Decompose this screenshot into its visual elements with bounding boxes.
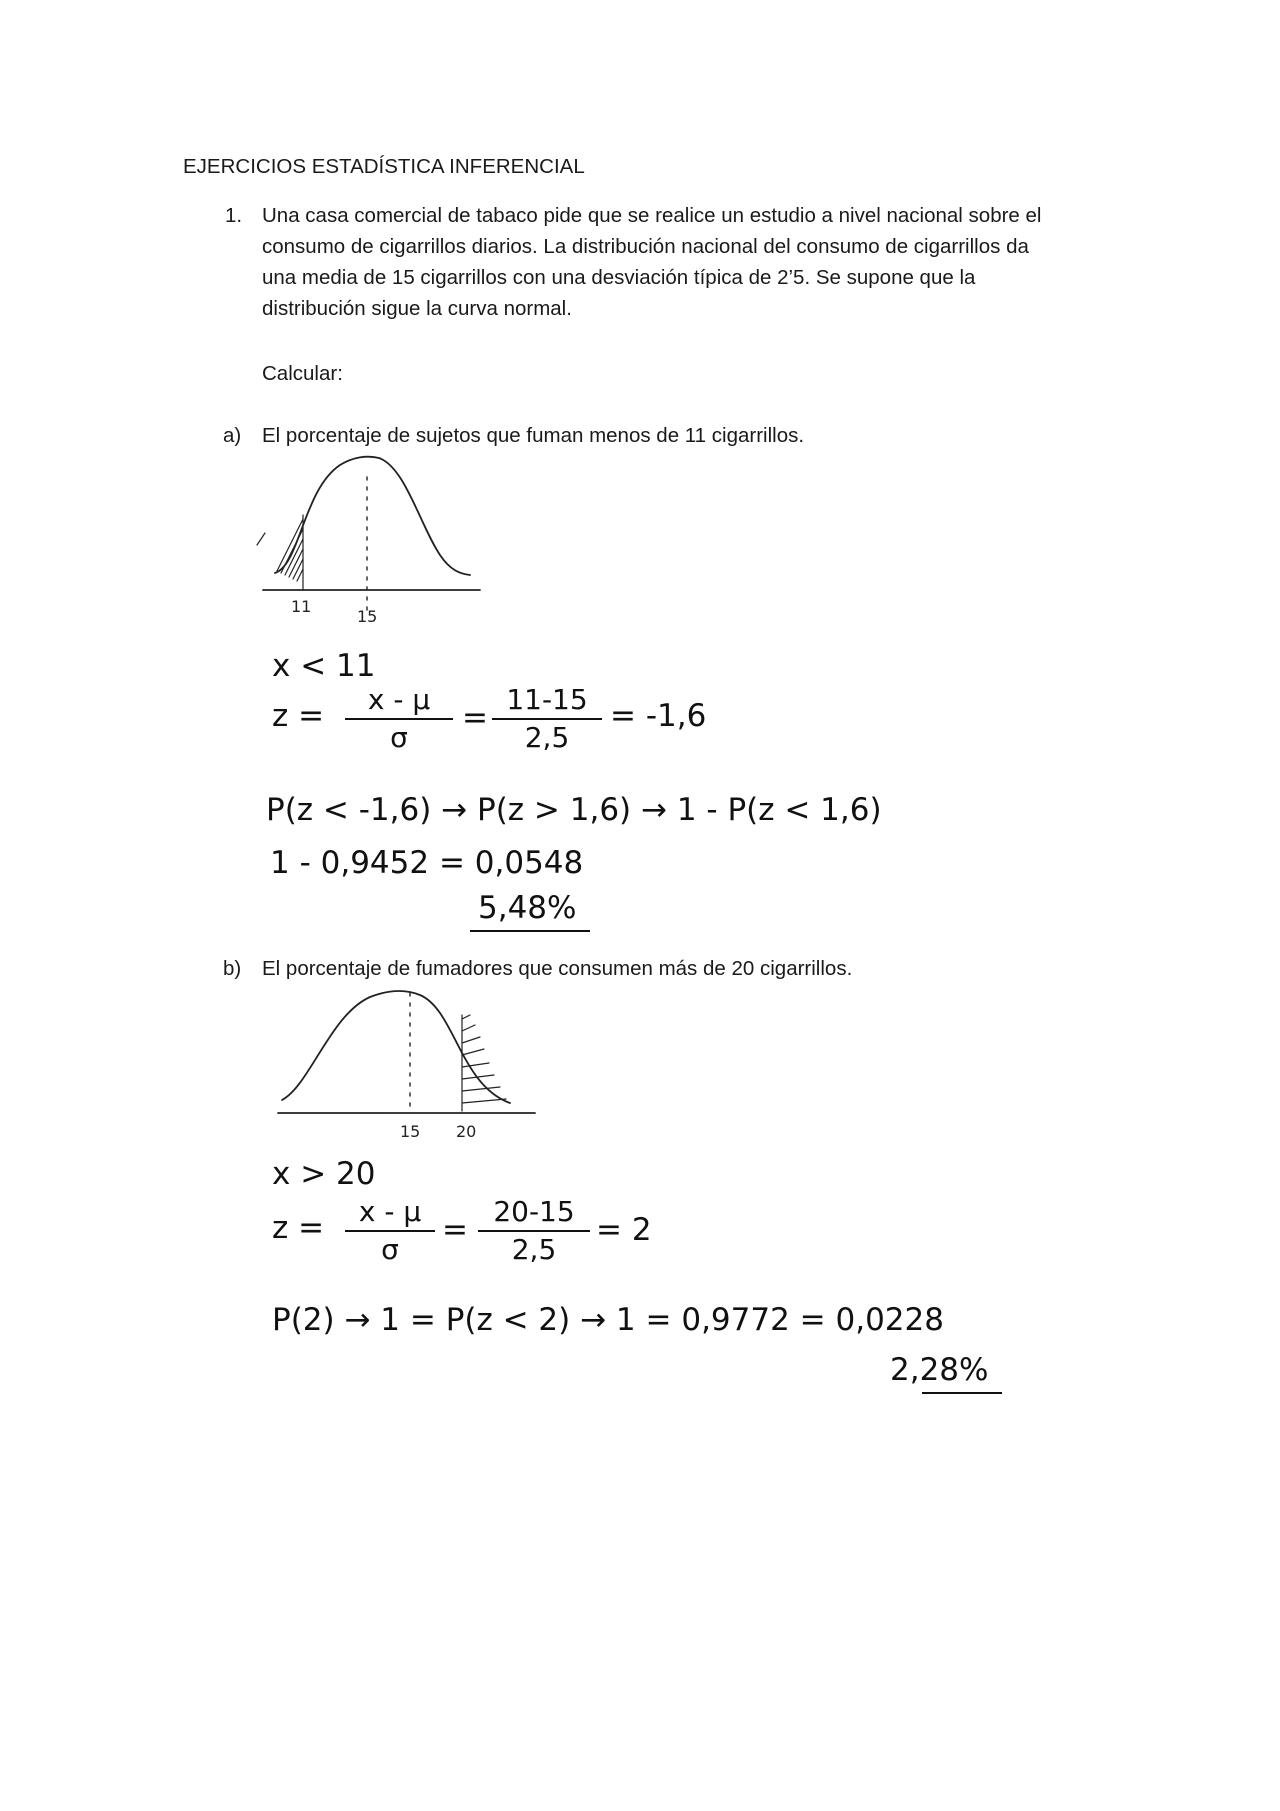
hw-a-formula-fraction: [345, 684, 453, 754]
part-b-marker: b): [223, 957, 242, 980]
exercise-line-2: consumo de cigarrillos diarios. La distribución nacional del consumo de cigarrillos da: [262, 235, 1029, 258]
hw-b-value-fraction: [478, 1196, 590, 1266]
bell-curve-a: [275, 457, 470, 575]
hw-b-value-den: 2,5: [511, 1233, 557, 1267]
exercise-line-3: una media de 15 cigarrillos con una desviación típica de 2’5. Se supone que la: [262, 266, 976, 289]
hw-b-condition: x > 20: [272, 1156, 376, 1192]
hw-b-formula-fraction: [345, 1196, 435, 1266]
part-a-marker: a): [223, 424, 242, 447]
hw-b-probability: P(2) → 1 = P(z < 2) → 1 = 0,9772 = 0,0228: [272, 1302, 944, 1338]
hw-a-z-lhs: z =: [272, 698, 325, 734]
hw-b-answer-underline: [922, 1392, 1002, 1394]
tick-label-20: 20: [456, 1122, 477, 1141]
tick-label-15-b: 15: [400, 1122, 421, 1141]
hw-a-calculation: 1 - 0,9452 = 0,0548: [270, 845, 584, 881]
hw-b-result: = 2: [596, 1212, 652, 1248]
hw-b-value-num: 20-15: [493, 1195, 575, 1228]
hw-a-answer: 5,48%: [478, 890, 577, 926]
hw-a-probability: P(z < -1,6) → P(z > 1,6) → 1 - P(z < 1,6): [266, 792, 882, 828]
hw-b-formula-den: σ: [381, 1233, 399, 1267]
hw-b-formula-num: x - μ: [358, 1195, 422, 1228]
shade-line-a: [257, 533, 265, 545]
hw-a-result: = -1,6: [610, 698, 707, 734]
part-b-question: El porcentaje de fumadores que consumen más de 20 cigarrillos.: [262, 957, 853, 980]
calcular-label: Calcular:: [262, 362, 343, 385]
exercise-number: 1.: [225, 204, 243, 227]
hw-a-value-den: 2,5: [524, 721, 570, 755]
exercise-line-1: Una casa comercial de tabaco pide que se realice un estudio a nivel nacional sobre el: [262, 204, 1042, 227]
hw-a-value-num: 11-15: [506, 683, 588, 716]
hw-a-formula-den: σ: [390, 721, 408, 755]
hw-a-formula-num: x - μ: [367, 683, 431, 716]
part-a-question: El porcentaje de sujetos que fuman menos de 11 cigarrillos.: [262, 424, 805, 447]
bell-curve-b: [282, 991, 510, 1103]
hw-a-value-fraction: [492, 684, 602, 754]
hw-b-answer: 2,28%: [890, 1352, 989, 1388]
shaded-tail-a: [277, 515, 303, 589]
hw-a-answer-underline: [470, 930, 590, 932]
normal-curve-a: [255, 455, 485, 630]
exercise-line-4: distribución sigue la curva normal.: [262, 297, 572, 320]
hw-b-equals: =: [442, 1212, 468, 1248]
hw-b-z-lhs: z =: [272, 1210, 325, 1246]
hw-a-condition: x < 11: [272, 648, 376, 684]
hw-a-equals: =: [462, 700, 488, 736]
tick-label-15-a: 15: [357, 607, 378, 626]
normal-curve-b: [270, 985, 540, 1145]
tick-label-11: 11: [291, 597, 312, 616]
document-title: EJERCICIOS ESTADÍSTICA INFERENCIAL: [183, 155, 585, 178]
